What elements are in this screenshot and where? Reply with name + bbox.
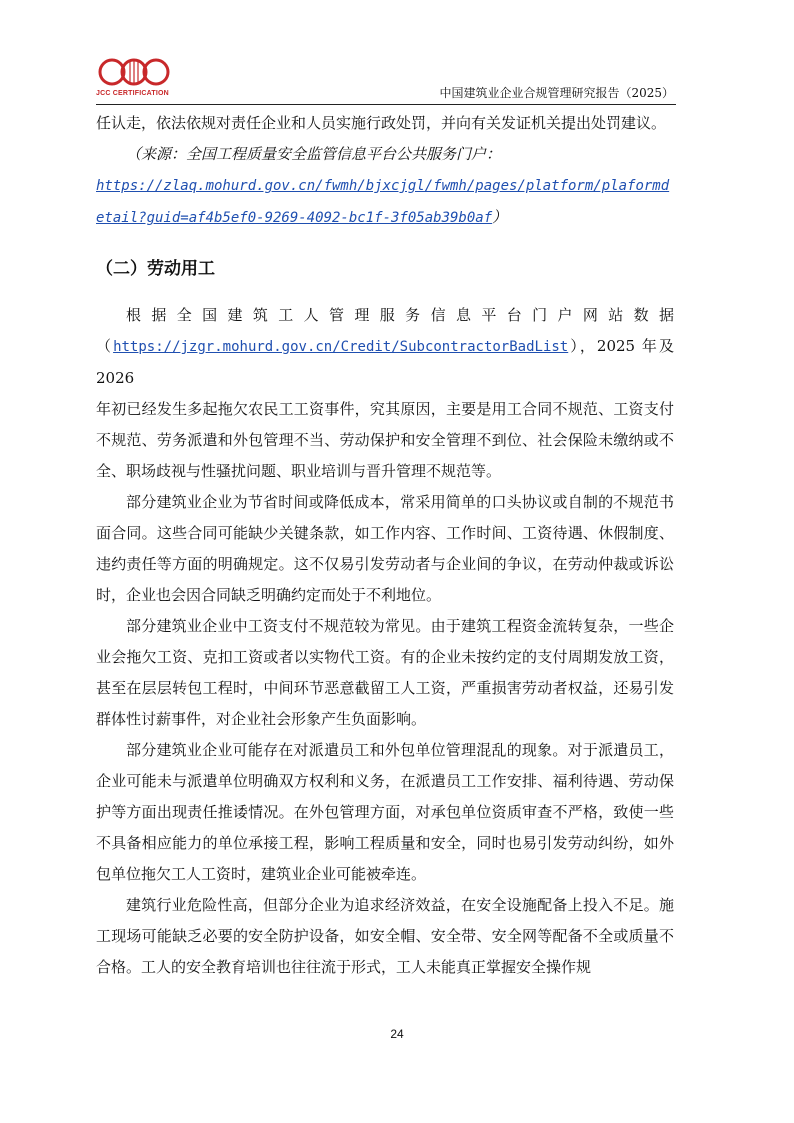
paragraph-1-lead: 根据全国建筑工人管理服务信息平台门户网站数据 (126, 306, 674, 324)
paragraph-1-link-line (96, 331, 674, 394)
paragraph-4: 部分建筑业企业可能存在对派遣员工和外包单位管理混乱的现象。对于派遣员工，企业可能未与派遣单位明确双方权利和义务，在派遣员工工作安排、福利待遇、劳动保护等方面出现责任推诿情况。在外包管理方面，对承包单位资质审查不严格，致使一些不具备相应能力的单位承接工程，影响工程质量和安全，同时也易引发劳动纠纷，如外包单位拖欠工人工资时，建筑业企业可能被牵连。 (96, 741, 674, 883)
paren-open: （ (96, 337, 114, 355)
credit-badlist-link[interactable]: https://jzgr.mohurd.gov.cn/Credit/SubcontractorBadList (113, 339, 569, 355)
page-header (96, 52, 676, 105)
source-link[interactable]: https://zlaq.mohurd.gov.cn/fwmh/bjxcjgl/fwmh/pages/platform/plaformdetail?guid=af4b5ef0-9269-4092-bc1f-3f05ab39b0af (96, 178, 670, 226)
paragraph-1-rest: 年初已经发生多起拖欠农民工工资事件，究其原因，主要是用工合同不规范、工资支付不规范、劳务派遣和外包管理不当、劳动保护和安全管理不到位、社会保险未缴纳或不全、职场歧视与性骚扰问题、职业培训与晋升管理不规范等。 (96, 400, 674, 480)
source-prefix: （来源：全国工程质量安全监管信息平台公共服务门户： (126, 145, 502, 163)
paragraph-1-years: ），2025 年及 2026 (96, 337, 674, 387)
section-heading: （二）劳动用工 (96, 259, 215, 279)
paragraph-5: 建筑行业危险性高，但部分企业为追求经济效益，在安全设施配备上投入不足。施工现场可能缺乏必要的安全防护设备，如安全帽、安全带、安全网等配备不全或质量不合格。工人的安全教育培训也往往流于形式，工人未能真正掌握安全操作规 (96, 896, 674, 976)
logo-caption: JCC CERTIFICATION (96, 90, 169, 97)
running-header-title: 中国建筑业企业合规管理研究报告（2025） (439, 86, 674, 100)
page-number: 24 (390, 1027, 404, 1041)
paragraph-2: 部分建筑业企业为节省时间或降低成本，常采用简单的口头协议或自制的不规范书面合同。这些合同可能缺少关键条款，如工作内容、工作时间、工资待遇、休假制度、违约责任等方面的明确规定。这不仅易引发劳动者与企业间的争议，在劳动仲裁或诉讼时，企业也会因合同缺乏明确约定而处于不利地位。 (96, 493, 674, 604)
source-suffix: ） (492, 208, 508, 226)
logo-rings-icon (96, 56, 176, 88)
paragraph-3: 部分建筑业企业中工资支付不规范较为常见。由于建筑工程资金流转复杂，一些企业会拖欠工资、克扣工资或者以实物代工资。有的企业未按约定的支付周期发放工资，甚至在层层转包工程时，中间环节恶意截留工人工资，严重损害劳动者权益，还易引发群体性讨薪事件，对企业社会形象产生负面影响。 (96, 617, 674, 728)
source-link-line (96, 170, 674, 234)
jcc-logo (96, 56, 176, 98)
paragraph-continuation: 任认走，依法依规对责任企业和人员实施行政处罚，并向有关发证机关提出处罚建议。 (96, 114, 667, 132)
page-body (96, 108, 674, 983)
source-note (96, 139, 674, 170)
